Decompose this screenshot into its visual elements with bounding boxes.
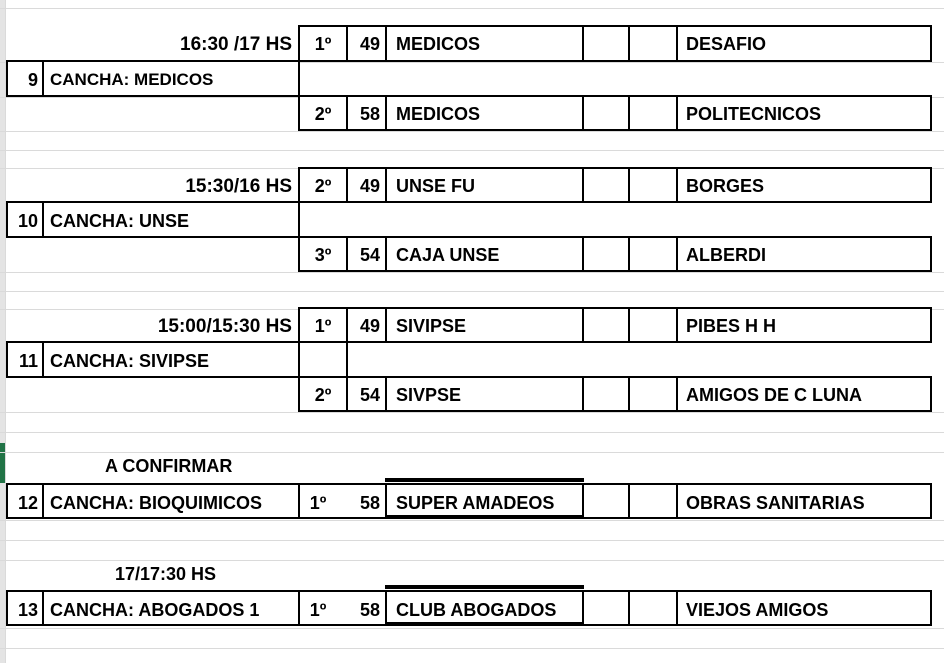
match-time: 16:30 /17 HS	[180, 34, 292, 55]
cancha-label: CANCHA: BIOQUIMICOS	[50, 493, 262, 513]
game-row	[298, 25, 932, 62]
game-category: 54	[359, 385, 380, 405]
match-time: 15:00/15:30 HS	[157, 316, 292, 337]
game-category: 58	[359, 493, 380, 513]
game-position: 1º	[309, 493, 327, 513]
match-number: 13	[17, 600, 38, 620]
home-team: MEDICOS	[396, 104, 481, 124]
game-row	[298, 236, 932, 272]
game-position: 2º	[314, 385, 332, 405]
home-team: CLUB ABOGADOS	[396, 600, 557, 620]
away-team: POLITECNICOS	[686, 104, 822, 124]
cancha-label: CANCHA: UNSE	[50, 211, 189, 231]
away-team: DESAFIO	[686, 34, 767, 54]
home-team: CAJA UNSE	[396, 245, 500, 265]
game-category: 54	[359, 245, 380, 265]
game-category: 58	[359, 600, 380, 620]
away-team: BORGES	[686, 176, 765, 196]
game-position: 1º	[309, 600, 327, 620]
game-row	[298, 167, 932, 203]
match-time: A CONFIRMAR	[105, 456, 233, 476]
match-time: 15:30/16 HS	[185, 176, 292, 197]
game-category: 49	[359, 176, 380, 196]
match-number: 12	[17, 493, 38, 513]
home-team: MEDICOS	[396, 34, 481, 54]
away-team: AMIGOS DE C LUNA	[686, 385, 863, 405]
home-team: UNSE FU	[396, 176, 476, 196]
away-team: PIBES H H	[686, 316, 777, 336]
home-team: SIVIPSE	[396, 316, 467, 336]
home-team: SUPER AMADEOS	[396, 493, 555, 513]
game-row	[298, 307, 932, 343]
game-position: 2º	[314, 176, 332, 196]
cancha-label: CANCHA: ABOGADOS 1	[50, 600, 260, 620]
away-team: ALBERDI	[686, 245, 766, 265]
match-number: 9	[27, 70, 38, 90]
game-position: 1º	[314, 316, 332, 336]
match-number: 10	[17, 211, 38, 231]
game-category: 58	[359, 104, 380, 124]
game-category: 49	[359, 316, 380, 336]
game-row	[298, 95, 932, 131]
cancha-label: CANCHA: MEDICOS	[50, 70, 214, 89]
game-position: 3º	[314, 245, 332, 265]
game-position: 2º	[314, 104, 332, 124]
game-position: 1º	[314, 34, 332, 54]
game-category: 49	[359, 34, 380, 54]
home-team: SIVPSE	[396, 385, 462, 405]
cancha-label: CANCHA: SIVIPSE	[50, 351, 210, 371]
match-time: 17/17:30 HS	[115, 564, 217, 584]
away-team: VIEJOS AMIGOS	[686, 600, 829, 620]
away-team: OBRAS SANITARIAS	[686, 493, 865, 513]
match-number: 11	[18, 351, 38, 371]
